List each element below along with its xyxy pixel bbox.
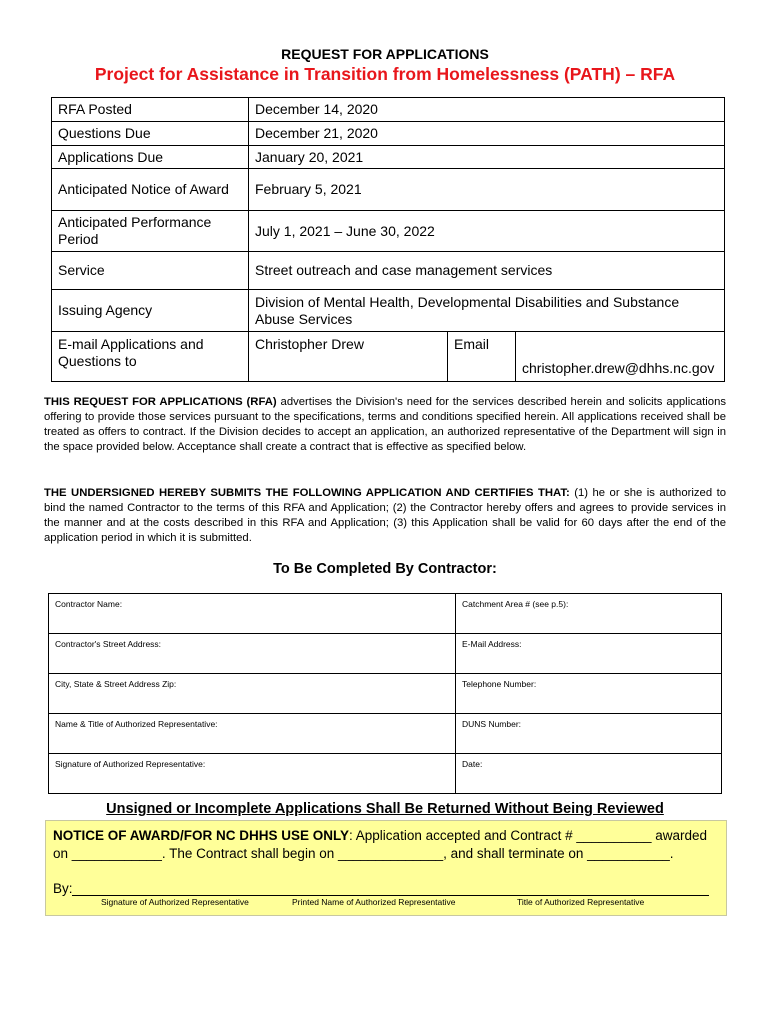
contractor-section-heading: To Be Completed By Contractor: [273,561,497,577]
rfa-paragraph-text: advertises the Division's need for the services described herein and solicits applications offering to provide those services pursuant to the specifications, terms and conditions specified herein. All applications received shall be treated as offers to contract. If the Division decides to accept an application, an authorized representative of the Department will sign in the space provided below. Acceptance shall create a contract that is effective as specified below. [44,396,726,453]
service-value: Street outreach and case management services [249,252,725,290]
rfa-info-table [51,97,725,382]
date-field[interactable]: Date: [456,754,722,794]
caption-printed-name: Printed Name of Authorized Representative [292,897,456,907]
agency-label: Issuing Agency [52,290,249,332]
caption-title: Title of Authorized Representative [517,897,645,907]
applications-due-label: Applications Due [52,146,249,169]
contractor-form-table [48,593,722,794]
duns-field[interactable]: DUNS Number: [456,714,722,754]
document-title: REQUEST FOR APPLICATIONS [281,46,489,62]
signature-field[interactable]: Signature of Authorized Representative: [49,754,456,794]
notice-of-award-box [45,820,727,916]
signature-line[interactable] [72,895,709,896]
questions-due-value: December 21, 2020 [249,122,725,146]
applications-due-value: January 20, 2021 [249,146,725,169]
rfa-posted-label: RFA Posted [52,98,249,122]
service-label: Service [52,252,249,290]
certification-paragraph-text: (1) he or she is authorized to bind the named Contractor to the terms of this RFA and Application; (2) the Contractor hereby offers and agrees to provide services in the manner and at the costs described in this RFA and Application; (3) this Application shall be valid for 60 days after the end of the application period in which it is submitted. [44,487,726,544]
caption-signature: Signature of Authorized Representative [101,897,249,907]
city-state-zip-field[interactable]: City, State & Street Address Zip: [49,674,456,714]
catchment-area-field[interactable]: Catchment Area # (see p.5): [456,594,722,634]
email-label: Email [448,332,516,382]
rfa-paragraph-lead: THIS REQUEST FOR APPLICATIONS (RFA) [44,396,277,408]
award-value: February 5, 2021 [249,169,725,211]
email-value: christopher.drew@dhhs.nc.gov [516,332,725,382]
notice-lead: NOTICE OF AWARD/FOR NC DHHS USE ONLY [53,828,350,843]
questions-due-label: Questions Due [52,122,249,146]
contact-name: Christopher Drew [249,332,448,382]
by-label: By: [53,881,73,896]
performance-value: July 1, 2021 – June 30, 2022 [249,211,725,252]
email-apps-label: E-mail Applications and Questions to [52,332,249,382]
notice-body: : Application accepted and Contract # __________ awarded on ____________. The Contract shall begin on ______________, and shall terminate on ___________. [53,828,708,861]
certification-paragraph [44,486,726,546]
warning-notice: Unsigned or Incomplete Applications Shall Be Returned Without Being Reviewed [106,801,664,817]
name-title-field[interactable]: Name & Title of Authorized Representative: [49,714,456,754]
rfa-paragraph [44,395,726,455]
rfa-posted-value: December 14, 2020 [249,98,725,122]
telephone-field[interactable]: Telephone Number: [456,674,722,714]
street-address-field[interactable]: Contractor's Street Address: [49,634,456,674]
document-subtitle: Project for Assistance in Transition from Homelessness (PATH) – RFA [94,64,676,84]
notice-text [53,827,718,863]
agency-value: Division of Mental Health, Developmental Disabilities and Substance Abuse Services [249,290,725,332]
contractor-name-field[interactable]: Contractor Name: [49,594,456,634]
performance-label: Anticipated Performance Period [52,211,249,252]
email-address-field[interactable]: E-Mail Address: [456,634,722,674]
certification-paragraph-lead: THE UNDERSIGNED HEREBY SUBMITS THE FOLLOWING APPLICATION AND CERTIFIES THAT: [44,487,570,499]
award-label: Anticipated Notice of Award [52,169,249,211]
